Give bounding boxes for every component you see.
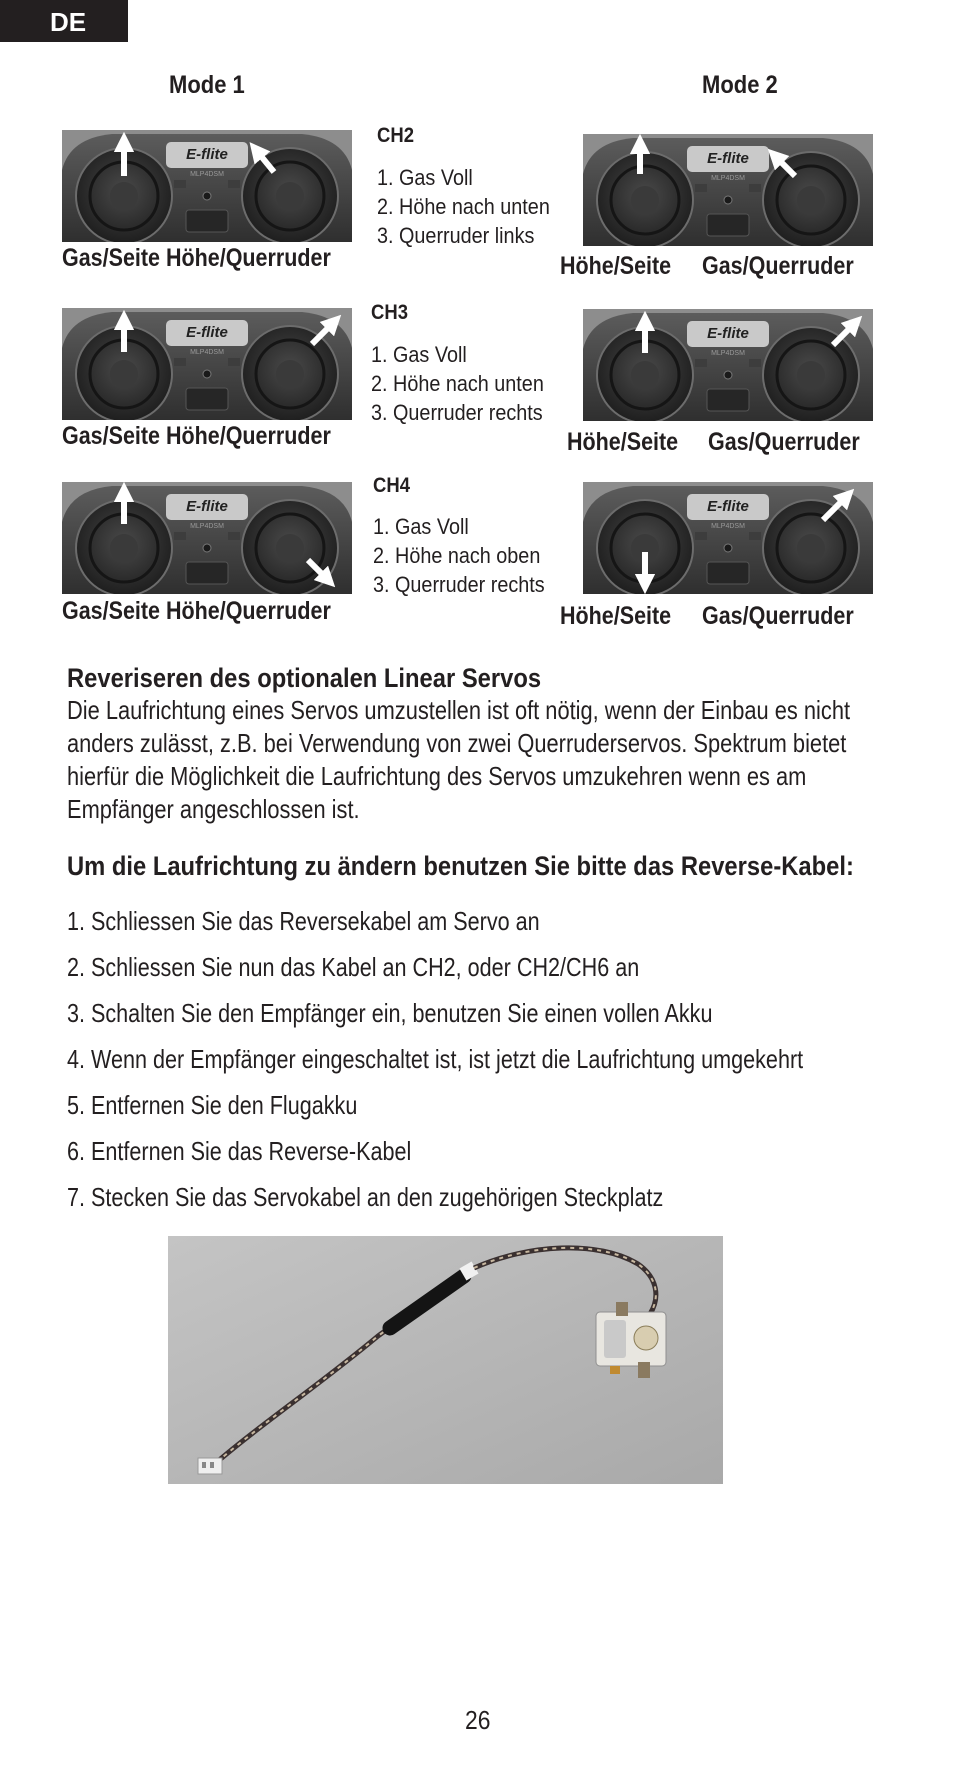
mode2-caption-right-ch2: Gas/Querruder xyxy=(702,252,854,280)
mode2-caption-left-ch4: Höhe/Seite xyxy=(560,602,672,630)
section-paragraph: Die Laufrichtung eines Servos umzustellen ist oft nötig, wenn der Einbau es nicht anders zulässt, z.B. bei Verwendung von zwei Querruderservos. Spektrum bietet hierfür die Möglichkeit die Laufrichtung des Servos umzukehren wenn es am Empfänger angeschlossen ist. xyxy=(67,695,851,824)
page-number: 26 xyxy=(465,1705,491,1735)
mode1-transmitter-ch3 xyxy=(62,308,352,420)
mode1-transmitter-ch4 xyxy=(62,482,352,594)
channel-steps-ch2: 1. Gas Voll 2. Höhe nach unten 3. Querruder links xyxy=(377,165,550,248)
channel-label-ch3: CH3 xyxy=(371,301,408,324)
section-subheading: Um die Laufrichtung zu ändern benutzen Sie bitte das Reverse-Kabel: xyxy=(67,851,854,881)
mode2-caption-left-ch3: Höhe/Seite xyxy=(567,428,679,456)
mode2-caption-left-ch2: Höhe/Seite xyxy=(560,252,672,280)
mode1-caption-ch4: Gas/Seite Höhe/Querruder xyxy=(62,597,331,625)
mode1-transmitter-ch2 xyxy=(62,130,352,242)
mode1-caption-ch2: Gas/Seite Höhe/Querruder xyxy=(62,244,331,272)
servo-cable-photo xyxy=(168,1236,723,1484)
mode2-transmitter-ch3 xyxy=(583,309,873,421)
mode2-caption-right-ch3: Gas/Querruder xyxy=(708,428,860,456)
channel-label-ch4: CH4 xyxy=(373,474,410,497)
channel-label-ch2: CH2 xyxy=(377,124,414,147)
mode2-transmitter-ch4 xyxy=(583,482,873,594)
language-tab: DE xyxy=(0,0,128,42)
list-item: 6. Entfernen Sie das Reverse-Kabel xyxy=(67,1136,412,1166)
section-title: Reveriseren des optionalen Linear Servos xyxy=(67,663,542,693)
mode-1-heading: Mode 1 xyxy=(169,71,245,99)
list-item: 1. Schliessen Sie das Reversekabel am Servo an xyxy=(67,906,540,936)
channel-steps-ch4: 1. Gas Voll 2. Höhe nach oben 3. Querruder rechts xyxy=(373,514,545,597)
list-item: 3. Schalten Sie den Empfänger ein, benutzen Sie einen vollen Akku xyxy=(67,998,713,1028)
channel-steps-ch3: 1. Gas Voll 2. Höhe nach unten 3. Querruder rechts xyxy=(371,342,544,425)
mode2-caption-right-ch4: Gas/Querruder xyxy=(702,602,854,630)
list-item: 5. Entfernen Sie den Flugakku xyxy=(67,1090,358,1120)
mode-2-heading: Mode 2 xyxy=(702,71,778,99)
mode1-caption-ch3: Gas/Seite Höhe/Querruder xyxy=(62,422,331,450)
list-item: 2. Schliessen Sie nun das Kabel an CH2, oder CH2/CH6 an xyxy=(67,952,640,982)
list-item: 7. Stecken Sie das Servokabel an den zugehörigen Steckplatz xyxy=(67,1182,664,1212)
mode2-transmitter-ch2 xyxy=(583,134,873,246)
list-item: 4. Wenn der Empfänger eingeschaltet ist, ist jetzt die Laufrichtung umgekehrt xyxy=(67,1044,804,1074)
